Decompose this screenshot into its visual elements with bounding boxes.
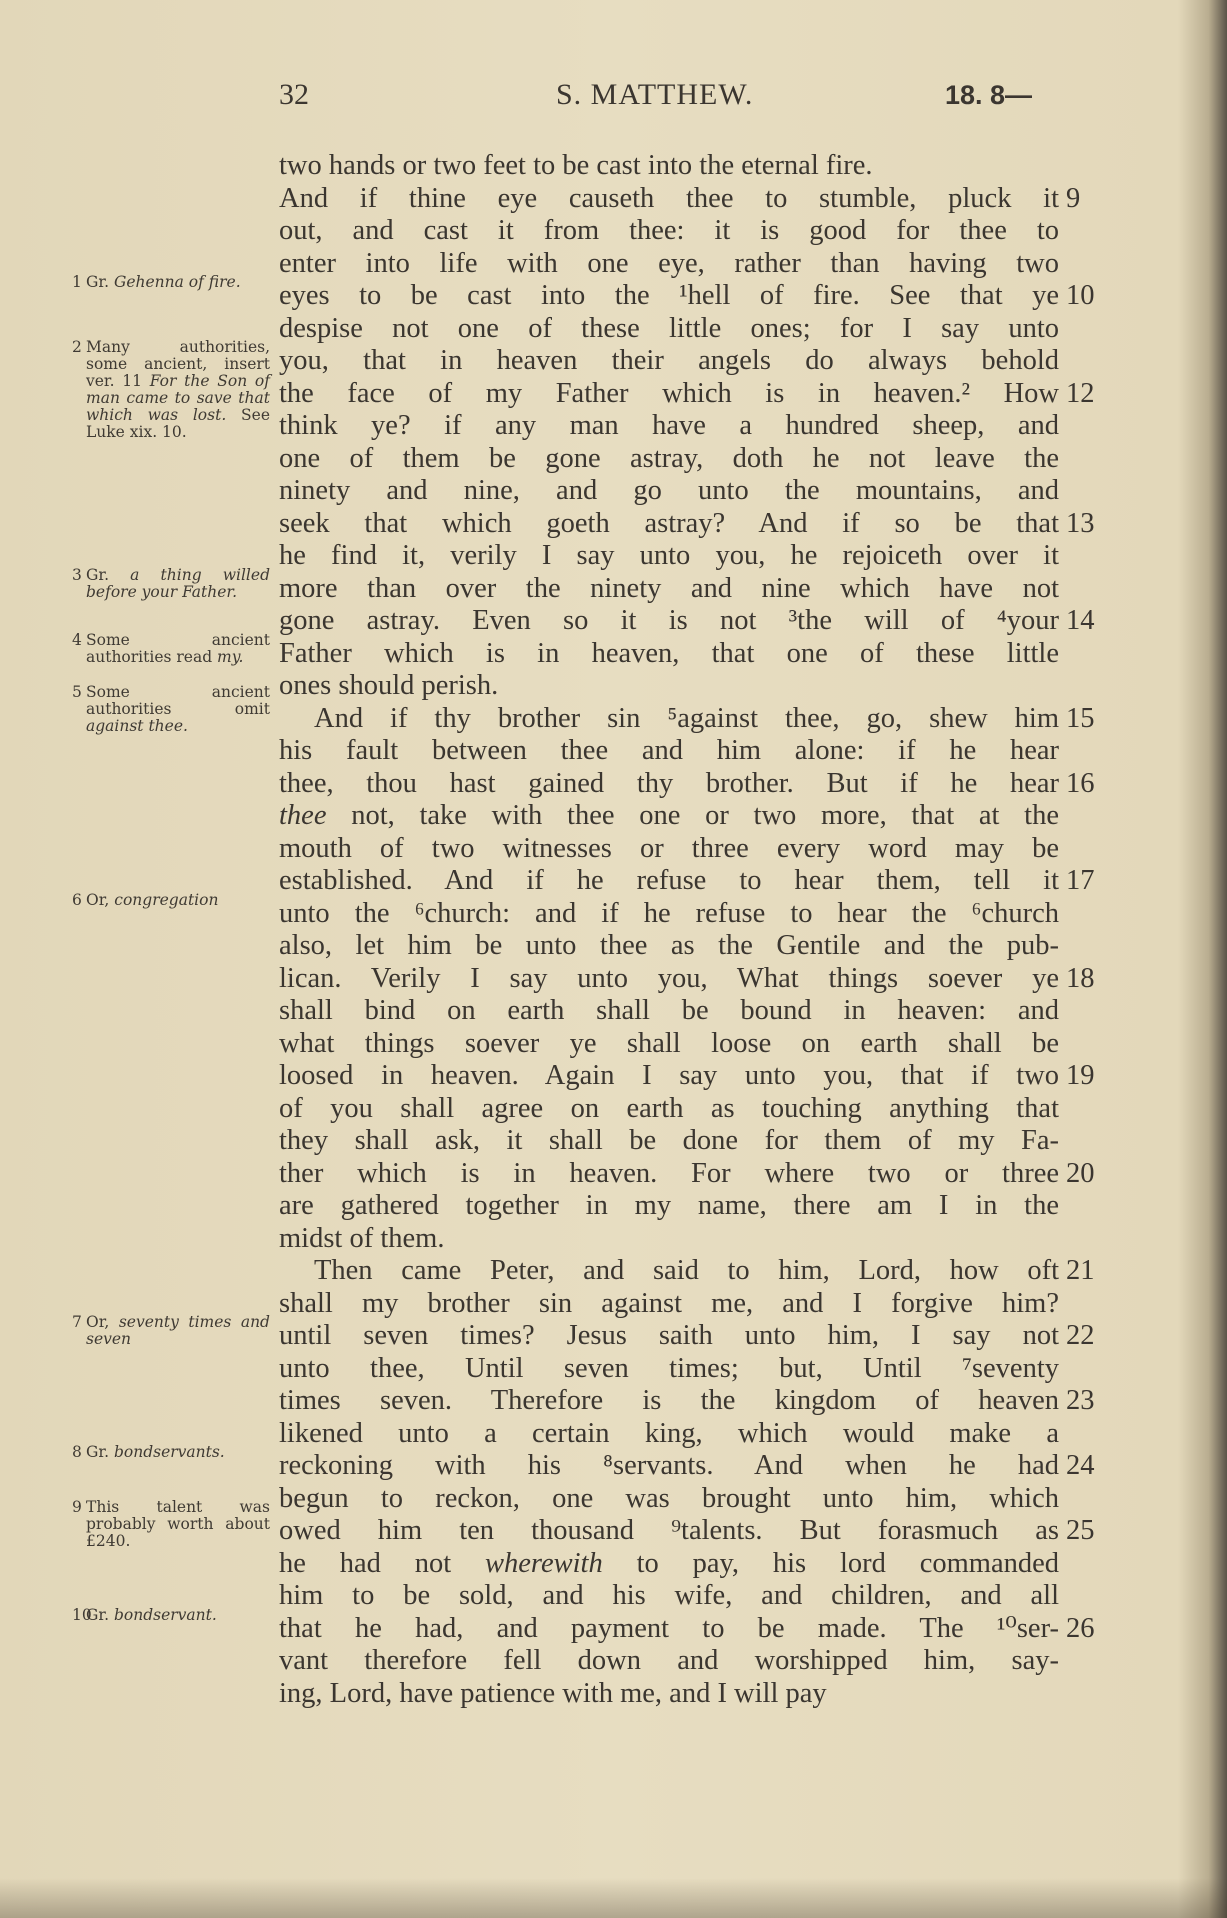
verse-number: 9 [1066,182,1081,214]
margin-note [72,684,270,735]
text-line: ther which is in heaven. For where two or three [279,1157,1059,1189]
verse-number: 10 [1066,280,1095,311]
text-line: And if thy brother sin ⁵against thee, go, shew him [314,702,1059,734]
text-line: reckoning with his ⁸servants. And when he had [279,1450,1059,1481]
text-line: they shall ask, it shall be done for them of my Fa- [279,1125,1059,1156]
text-line: shall my brother sin against me, and I forgive him? [279,1287,1059,1319]
note-number: 9 [72,1498,82,1517]
page-number: 32 [279,78,309,111]
text-line: the face of my Father which is in heaven.² How [279,377,1059,409]
text-line: owed him ten thousand ⁹talents. But forasmuch as [279,1515,1059,1546]
note-text: This talent was probably worth about £240. [86,1498,270,1551]
note-number: 4 [72,630,82,649]
text-line: Father which is in heaven, that one of these little [279,637,1059,669]
verse-number: 14 [1066,605,1095,636]
italic-text: Gehenna of fire. [113,273,241,291]
text-line: established. And if he refuse to hear them, tell it [279,865,1059,896]
note-number: 5 [72,682,82,701]
verse-number: 23 [1066,1385,1095,1416]
margin-note [72,1607,270,1624]
margin-note [72,632,270,666]
text-line: what things soever ye shall loose on earth shall be [279,1027,1059,1059]
text-line: him to be sold, and his wife, and children, and all [279,1580,1059,1611]
margin-note [72,892,270,909]
note-number: 1 [72,273,82,291]
margin-note [72,567,270,601]
text-line: out, and cast it from thee: it is good for thee to [279,215,1059,246]
italic-text: bondservants. [113,1443,225,1461]
note-text: Gr. bondservant. [86,1605,217,1624]
margin-note [72,1314,270,1348]
verse-number: 13 [1066,507,1095,539]
text-line: ninety and nine, and go unto the mountains, and [279,475,1059,506]
text-line: of you shall agree on earth as touching anything that [279,1092,1059,1124]
text-line: likened unto a certain king, which would make a [279,1417,1059,1449]
text-line: despise not one of these little ones; for I say unto [279,312,1059,344]
italic-text: a thing willed before your Father. [86,565,270,601]
italic-text: my. [217,647,244,666]
note-number: 6 [72,890,82,909]
note-text: Gr. bondservants. [86,1443,225,1461]
note-text: Many authorities, some ancient, insert ver. 11 For the Son of man came to save that which was lost. See Luke xix. 10. [86,338,270,441]
text-line: one of them be gone astray, doth he not leave the [279,442,1059,474]
text-line: thee, thou hast gained thy brother. But if he hear [279,767,1059,799]
text-line: times seven. Therefore is the kingdom of heaven [279,1385,1059,1416]
text-line: ones should perish. [279,670,499,701]
verse-number: 16 [1066,767,1095,799]
note-number: 10 [72,1605,92,1624]
italic-text: seventy times and seven [86,1313,270,1348]
note-text: Or, seventy times and seven [86,1313,270,1348]
verse-number: 21 [1066,1255,1095,1286]
note-number: 3 [72,565,82,584]
verse-number: 24 [1066,1450,1095,1481]
verse-number: 25 [1066,1515,1095,1546]
margin-note [72,1499,270,1550]
chapter-verse-reference: 18. 8— [945,80,1033,110]
note-text: Gr. a thing willed before your Father. [86,565,270,601]
text-line: Then came Peter, and said to him, Lord, how oft [314,1255,1059,1286]
note-number: 7 [72,1313,82,1331]
verse-number: 26 [1066,1612,1095,1644]
text-line: unto the ⁶church: and if he refuse to hear the ⁶church [279,897,1059,929]
text-line: his fault between thee and him alone: if he hear [279,735,1059,766]
text-line: midst of them. [279,1222,445,1254]
text-line: until seven times? Jesus saith unto him, I say not [279,1320,1059,1351]
note-text: Or, congregation [86,890,219,909]
italic-text: bondservant. [113,1605,217,1624]
text-line: gone astray. Even so it is not ³the will of ⁴your [279,605,1059,636]
note-number: 2 [72,338,82,356]
verse-number: 17 [1066,865,1095,896]
text-line: loosed in heaven. Again I say unto you, that if two [279,1060,1059,1091]
verse-number: 15 [1066,702,1095,734]
text-line: more than over the ninety and nine which have not [279,572,1059,604]
text-line: begun to reckon, one was brought unto him, which [279,1482,1059,1514]
text-line: he find it, verily I say unto you, he rejoiceth over it [279,540,1059,571]
text-line: also, let him be unto thee as the Gentile and the pub- [279,930,1059,961]
verse-number: 22 [1066,1320,1095,1351]
margin-note [72,1444,270,1461]
margin-note [72,339,270,441]
italic-text: congregation [114,890,219,909]
running-title: S. MATTHEW. [556,78,754,111]
text-line: that he had, and payment to be made. The ¹⁰ser- [279,1612,1059,1644]
text-line: shall bind on earth shall be bound in heaven: and [279,995,1059,1026]
text-line: lican. Verily I say unto you, What things soever ye [279,962,1059,994]
text-line: eyes to be cast into the ¹hell of fire. See that ye [279,280,1059,311]
text-line: he had not wherewith to pay, his lord commanded [279,1547,1060,1579]
text-line: vant therefore fell down and worshipped him, say- [279,1645,1059,1676]
text-line: unto thee, Until seven times; but, Until ⁷seventy [279,1352,1059,1384]
text-line: And if thine eye causeth thee to stumble, pluck it [279,182,1059,214]
text-line: think ye? if any man have a hundred sheep, and [279,410,1059,441]
verse-number: 12 [1066,377,1095,409]
verse-number: 20 [1066,1157,1095,1189]
note-text: Gr. Gehenna of fire. [86,273,241,291]
italic-text: against thee. [86,716,188,735]
text-line: ing, Lord, have patience with me, and I will pay [279,1677,827,1709]
verse-number: 19 [1066,1060,1095,1091]
page-shadow [0,1878,1227,1918]
note-text: Some ancient authorities omit against thee. [86,682,270,735]
text-line: mouth of two witnesses or three every word may be [279,832,1059,864]
text-line: you, that in heaven their angels do always behold [279,345,1059,376]
text-line: enter into life with one eye, rather than having two [279,247,1059,279]
note-text: Some ancient authorities read my. [86,630,270,666]
italic-text: thee [279,800,327,831]
italic-text: wherewith [485,1547,603,1579]
text-line: thee not, take with thee one or two more, that at the [279,800,1059,831]
text-line: seek that which goeth astray? And if so be that [279,507,1059,539]
verse-number: 18 [1066,962,1095,994]
italic-text: For the Son of man came to save that which was lost. [86,372,270,424]
note-number: 8 [72,1443,82,1461]
text-line: are gathered together in my name, there am I in the [279,1190,1059,1221]
text-line: two hands or two feet to be cast into the eternal fire. [279,150,873,181]
margin-note [72,274,270,291]
